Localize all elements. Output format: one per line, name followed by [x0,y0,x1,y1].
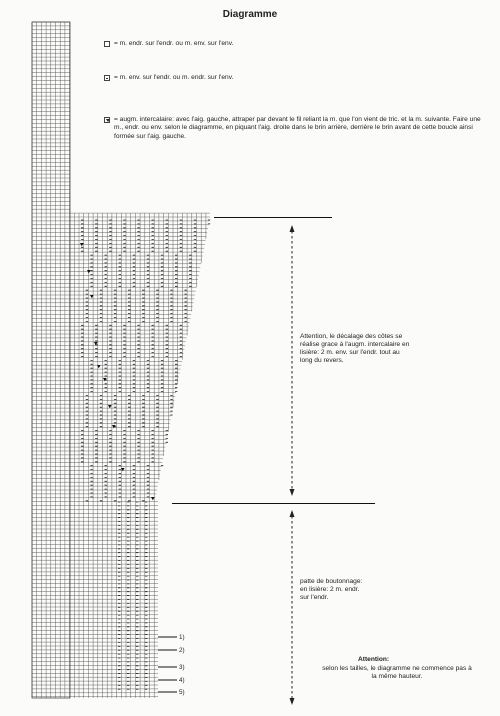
row-label-1: 1) [179,634,185,641]
patte-dimension-arrow-head-down [290,698,295,705]
note-attention-text: selon les tailles, le diagramme ne commence pas à la même hauteur. [322,665,472,681]
revers-dimension-arrow-head-up [290,225,295,232]
diagram-annotations [158,218,375,706]
page-title: Diagramme [222,9,278,20]
legend-text: = m. endr. sur l'endr. ou m. env. sur l'env. [114,40,234,47]
legend-text: = augm. intercalaire: avec l'aig. gauche, attraper par devant le fil reliant la m. que l'on vient de tric. et la m. suivante. Faire une m., endr. ou env. selon le diagramme, en piquant l'aig. droite dans le brin arrière, derrière le brin avant de cette boucle ainsi formée sur l'aig. gauche. [114,116,481,140]
note-patte: patte de boutonnage: en lisière: 2 m. endr. sur l'endr. [300,578,363,602]
patte-dimension-arrow-head-up [290,510,295,517]
row-label-4: 4) [179,677,185,684]
row-label-3: 3) [179,664,185,671]
increase-triangle-icon [97,365,101,368]
increase-triangle-icon [80,243,84,246]
increase-triangle-icon [108,405,112,408]
revers-dimension-arrow-head-down [290,489,295,496]
legend-text: = m. env. sur l'endr. ou m. endr. sur l'env. [114,74,234,81]
row-label-5: 5) [179,689,185,696]
row-label-2: 2) [179,647,185,654]
note-attention-title: Attention: [358,656,390,663]
note-revers: Attention, le décalage des côtes se réalise grace à l'augm. intercalaire en lisière: 2 m. env. sur l'endr. tout au long du revers. [300,333,410,365]
